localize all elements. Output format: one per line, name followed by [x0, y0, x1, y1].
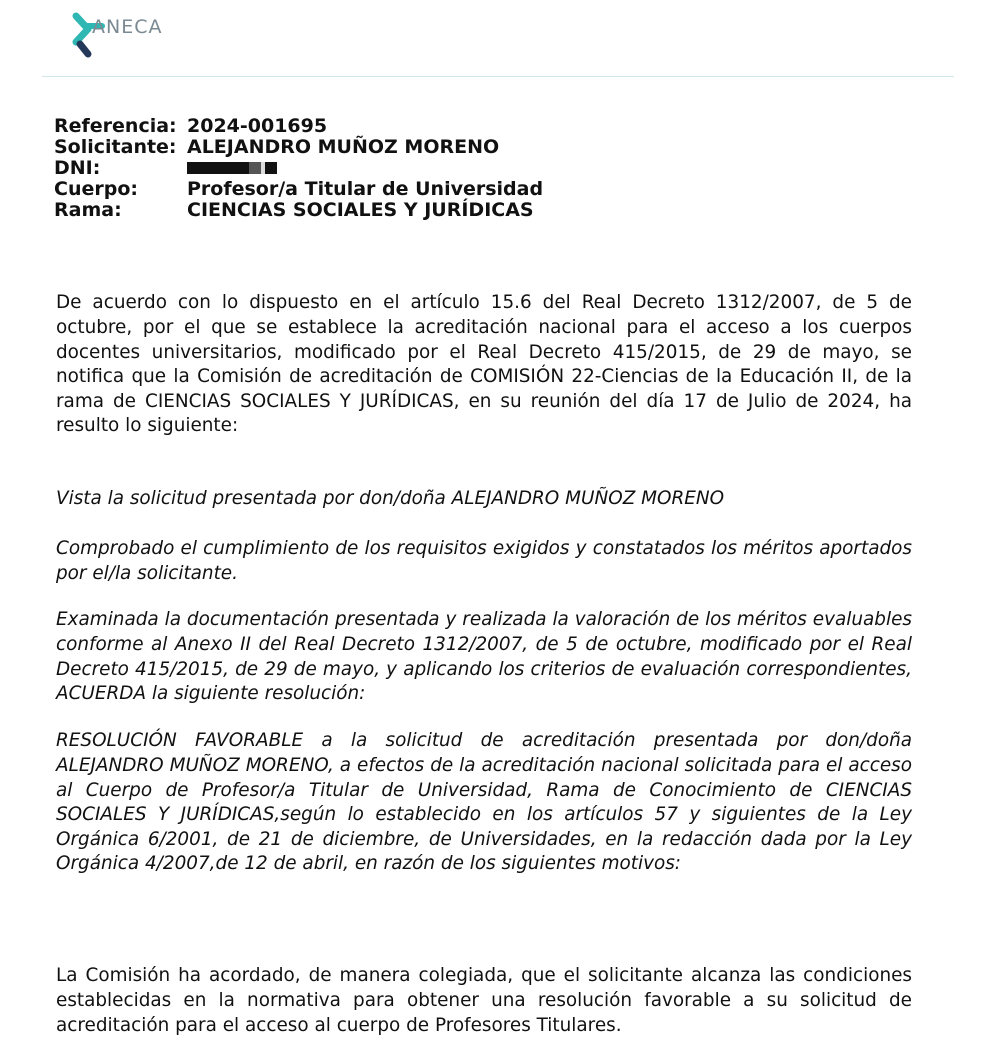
cuerpo-label: Cuerpo:: [54, 178, 138, 200]
header-rule: [42, 76, 954, 77]
dni-label: DNI:: [54, 157, 101, 179]
intro-paragraph: De acuerdo con lo dispuesto en el artículo 15.6 del Real Decreto 1312/2007, de 5 de octubre, por el que se establece la acreditación nacional para el acceso a los cuerpos docentes universitarios, modificado por el Real Decreto 415/2015, de 29 de mayo, se notifica que la Comisión de acreditación de COMISIÓN 22-Ciencias de la Educación II, de la rama de CIENCIAS SOCIALES Y JURÍDICAS, en su reunión del día 17 de Julio de 2024, ha resulto lo siguiente:: [56, 292, 912, 437]
document-metadata: [54, 116, 543, 221]
redacted-dni: [187, 162, 287, 174]
vista-paragraph: Vista la solicitud presentada por don/doña ALEJANDRO MUÑOZ MORENO: [56, 488, 725, 510]
solicitante-row: [54, 137, 543, 158]
solicitante-value: ALEJANDRO MUÑOZ MORENO: [187, 136, 500, 158]
examinada-paragraph: Examinada la documentación presentada y realizada la valoración de los méritos evaluables conforme al Anexo II del Real Decreto 1312/2007, de 5 de octubre, modificado por el Real Decreto 415/2015, de 29 de mayo, y aplicando los criterios de evaluación correspondientes, ACUERDA la siguiente resolución:: [56, 609, 912, 705]
cuerpo-row: [54, 179, 543, 200]
solicitante-label: Solicitante:: [54, 136, 177, 158]
dni-row: [54, 158, 543, 179]
referencia-label: Referencia:: [54, 115, 177, 137]
commission-paragraph: La Comisión ha acordado, de manera colegiada, que el solicitante alcanza las condiciones establecidas en la normativa para obtener una resolución favorable a su solicitud de acreditación para el acceso al cuerpo de Profesores Titulares.: [56, 965, 912, 1036]
resolution-paragraph: RESOLUCIÓN FAVORABLE a la solicitud de acreditación presentada por don/doña ALEJANDRO MUÑOZ MORENO, a efectos de la acreditación nacional solicitada para el acceso al Cuerpo de Profesor/a Titular de Universidad, Rama de Conocimiento de CIENCIAS SOCIALES Y JURÍDICAS,según lo establecido en los artículos 57 y siguientes de la Ley Orgánica 6/2001, de 21 de diciembre, de Universidades, en la redacción dada por la Ley Orgánica 4/2007,de 12 de abril, en razón de los siguientes motivos:: [56, 730, 912, 875]
rama-row: [54, 200, 543, 221]
document-header: [0, 0, 994, 80]
rama-label: Rama:: [54, 199, 122, 221]
cuerpo-value: Profesor/a Titular de Universidad: [187, 178, 544, 200]
logo-text: ANECA: [92, 16, 163, 38]
referencia-row: [54, 116, 543, 137]
rama-value: CIENCIAS SOCIALES Y JURÍDICAS: [187, 199, 534, 221]
comprobado-paragraph: Comprobado el cumplimiento de los requisitos exigidos y constatados los méritos aportados por el/la solicitante.: [56, 538, 912, 584]
referencia-value: 2024-001695: [187, 115, 328, 137]
